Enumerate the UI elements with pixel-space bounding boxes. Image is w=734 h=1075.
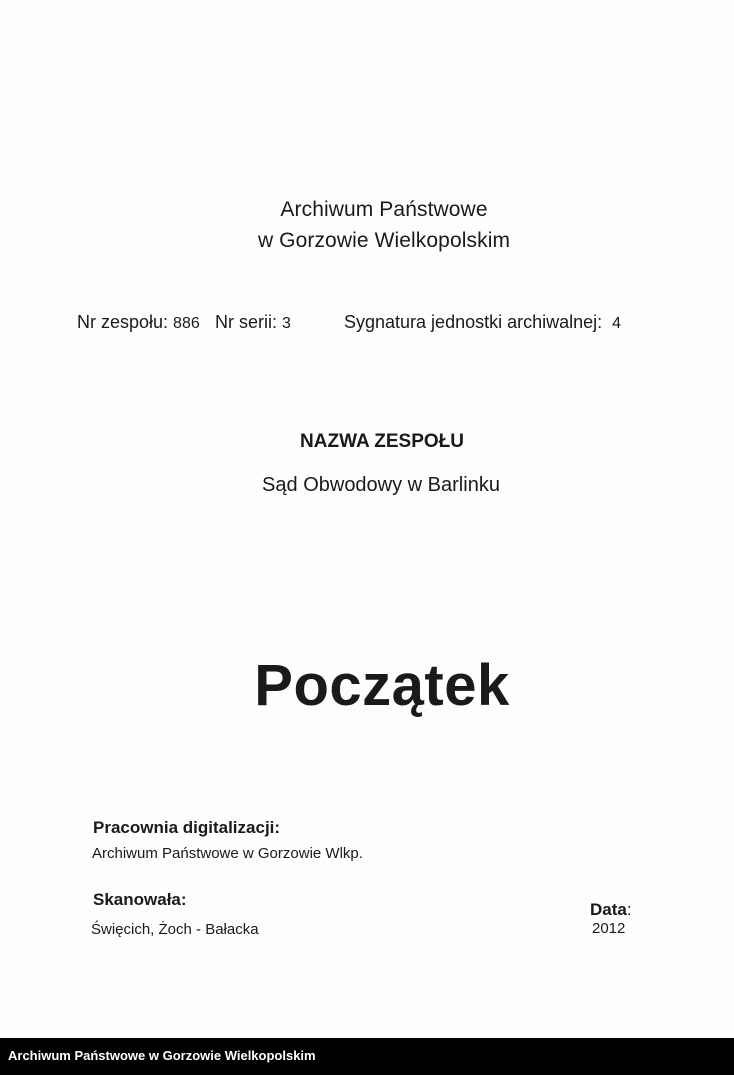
series-number-value: 3 xyxy=(282,315,291,332)
archival-signature-value: 4 xyxy=(612,315,622,332)
series-number-label: Nr serii: xyxy=(215,312,277,332)
scanned-by-label: Skanowała: xyxy=(93,890,187,909)
fonds-number xyxy=(77,312,200,333)
series-number xyxy=(215,312,291,333)
fonds-number-label: Nr zespołu: xyxy=(77,312,169,332)
fonds-heading: NAZWA ZESPOŁU xyxy=(300,431,464,452)
archival-signature-label: Sygnatura jednostki archiwalnej: xyxy=(344,312,603,332)
footer-archive-name: Archiwum Państwowe w Gorzowie Wielkopolskim xyxy=(8,1048,316,1063)
fonds-number-value: 886 xyxy=(173,315,200,332)
date-label xyxy=(590,900,632,920)
scanned-by-value: Święcich, Żoch - Bałacka xyxy=(91,921,259,938)
archive-name-line-1: Archiwum Państwowe xyxy=(280,198,488,221)
digitization-lab-label: Pracownia digitalizacji: xyxy=(93,818,281,837)
document-title: Początek xyxy=(254,653,510,718)
date-label-colon: : xyxy=(626,900,632,919)
archive-name-line-2: w Gorzowie Wielkopolskim xyxy=(257,229,511,252)
digitization-lab-value: Archiwum Państwowe w Gorzowie Wlkp. xyxy=(92,845,363,862)
date-value: 2012 xyxy=(592,920,626,937)
fonds-name: Sąd Obwodowy w Barlinku xyxy=(262,474,500,496)
date-label-text: Data xyxy=(590,900,627,919)
archival-signature xyxy=(344,312,621,333)
